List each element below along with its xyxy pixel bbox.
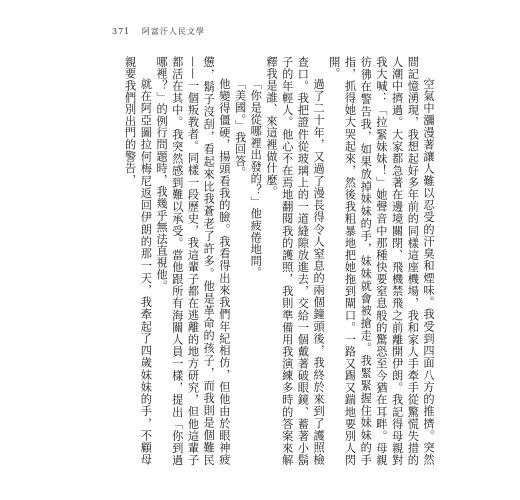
paragraph: 「你是從哪裡出發的？」他疲倦地問。 bbox=[249, 78, 263, 279]
paragraph: 「美國。」我回答。 bbox=[233, 78, 247, 179]
page-number: 371 bbox=[112, 27, 131, 36]
paragraph: 過了二十年，又過了漫長得令人窒息的兩個鐘頭後，我終於來到了護照檢查口。我把證件從玻璃上的一道縫隙放進去，交給一個戴著破眼鏡、蓄著小鬍子的年輕人。他心不在焉地翻閱我的護照，我則準備用我演練多時的答案來解釋我是誰、來這裡做什麼。 bbox=[264, 56, 326, 466]
paragraph: 他變得僵硬，揚頭看我的臉。我看得出來我們年紀相仿，但他由於眼神疲憊，鬍子沒刮，看起來比我蒼老了許多。他是革命的孩子，而我則是個難民——一個叛教者。同樣一段歷史，我這輩子都在逃離的地方研究，但他這輩子都活在其中。我突然感到難以承受。當他跟所有海關人員一樣，提出「你到過哪裡？」的例行問題時，我幾乎無法直視他。 bbox=[155, 56, 231, 466]
paragraph: 就在阿亞圖拉何梅尼返回伊朗的那一天，我牽起了四歲妹妹的手，不顧母親要我們別出門的警告， bbox=[123, 56, 153, 466]
running-title: 阿富汗人民文學 bbox=[141, 27, 205, 36]
page-header bbox=[112, 26, 205, 37]
paragraph: 空氣中瀰漫著讓人難以忍受的汗臭和煙味。我受到四面八方的推擠。突然間記憶湧現，我想起好多年前的同樣這座機場，我和家人手牽手從驚慌失措的人潮中擠過。大家都急著在邊境關閉、飛機禁飛之前離開伊朗。我記得母親對我大喊：「拉緊妹妹！」她聲音中那種快要窒息般的驚恐至今猶在耳畔。母親彷彿在警告我，如果放掉妹妹的手，妹妹就會被搶走。我緊緊握住妹妹的手指，抓得她大哭起來，然後我粗暴地把她拖到閘口。一路又踢又踹地要別人閃開。 bbox=[327, 56, 435, 466]
body-text bbox=[96, 56, 436, 466]
